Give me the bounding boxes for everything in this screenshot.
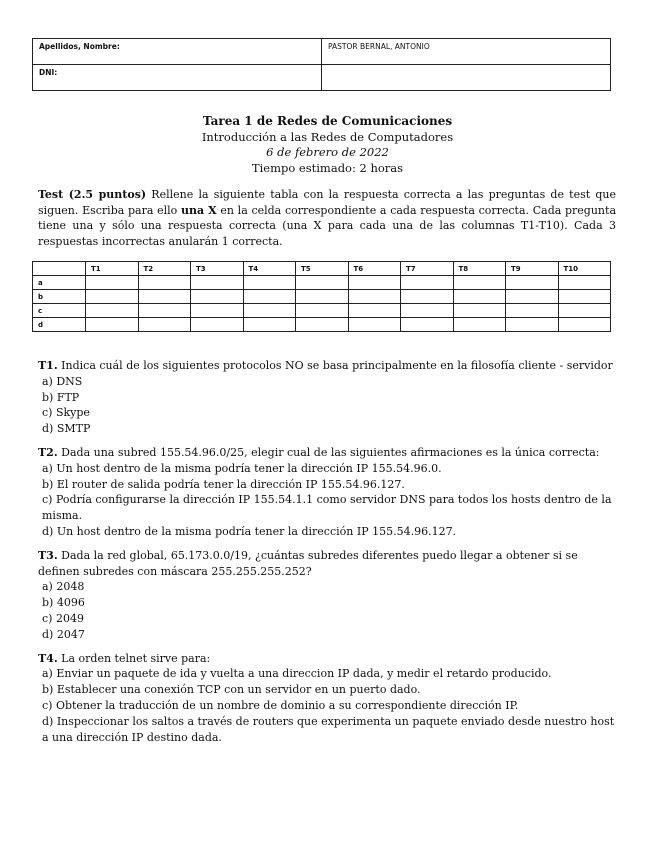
question-stem [38, 548, 616, 580]
answer-grid-header [33, 262, 611, 276]
answer-cell[interactable] [506, 318, 559, 332]
estimated-time: Tiempo estimado: 2 horas [251, 160, 404, 175]
column-header: T4 [243, 262, 296, 276]
question-label: T1. [38, 359, 58, 372]
answer-cell[interactable] [296, 318, 349, 332]
answer-cell[interactable] [296, 276, 349, 290]
answer-cell[interactable] [558, 290, 611, 304]
column-header: T3 [191, 262, 244, 276]
column-header: T7 [401, 262, 454, 276]
answer-grid-corner [33, 262, 86, 276]
instructions-bold-x: una X [180, 203, 217, 217]
test-instructions [38, 187, 616, 249]
question-label: T2. [38, 445, 58, 459]
answer-option: d) 2047 [42, 627, 85, 641]
question-t2 [38, 445, 616, 540]
answer-cell[interactable] [558, 318, 611, 332]
answer-option: b) 4096 [42, 596, 85, 610]
row-label: c [33, 304, 86, 318]
question-t4 [38, 651, 616, 746]
answer-option: d) Un host dentro de la misma podría tener la dirección IP 155.54.96.127. [42, 524, 457, 538]
answer-cell[interactable] [348, 304, 401, 318]
answer-cell[interactable] [191, 318, 244, 332]
answer-cell[interactable] [243, 290, 296, 304]
questions-list [38, 358, 616, 753]
column-header: T8 [453, 262, 506, 276]
question-t1 [38, 358, 616, 437]
answer-option: b) Establecer una conexión TCP con un servidor en un puerto dado. [42, 683, 421, 697]
answer-cell[interactable] [506, 304, 559, 318]
answer-cell[interactable] [191, 304, 244, 318]
answer-option: c) Skype [42, 406, 90, 420]
answer-cell[interactable] [138, 304, 191, 318]
column-header: T10 [558, 262, 611, 276]
title-block [0, 114, 655, 176]
answer-cell[interactable] [86, 290, 139, 304]
question-text: Dada la red global, 65.173.0.0/19, ¿cuántas subredes diferentes puedo llegar a obtener si se definen subredes con máscara 255.255.255.252? [38, 548, 578, 578]
document-subtitle: Introducción a las Redes de Computadores [201, 129, 454, 144]
dni-label: DNI: [33, 65, 322, 91]
answer-cell[interactable] [138, 318, 191, 332]
answer-grid-row [33, 318, 611, 332]
answer-cell[interactable] [401, 318, 454, 332]
document-date: 6 de febrero de 2022 [266, 145, 389, 159]
answer-option: a) Enviar un paquete de ida y vuelta a una direccion IP dada, y medir el retardo producido. [42, 667, 552, 681]
question-text: Indica cuál de los siguientes protocolos NO se basa principalmente en la filosofía cliente - servidor [57, 359, 613, 372]
answer-grid [32, 261, 611, 332]
answer-cell[interactable] [453, 290, 506, 304]
dni-row [33, 65, 611, 91]
answer-cell[interactable] [453, 276, 506, 290]
name-value: PASTOR BERNAL, ANTONIO [322, 39, 611, 65]
answer-cell[interactable] [506, 276, 559, 290]
question-stem [38, 445, 616, 461]
row-label: a [33, 276, 86, 290]
answer-cell[interactable] [453, 318, 506, 332]
test-points-label: Test (2.5 puntos) [38, 188, 147, 201]
column-header: T1 [86, 262, 139, 276]
answer-cell[interactable] [86, 276, 139, 290]
answer-cell[interactable] [296, 290, 349, 304]
answer-cell[interactable] [243, 304, 296, 318]
answer-grid-row [33, 276, 611, 290]
answer-option: b) El router de salida podría tener la dirección IP 155.54.96.127. [42, 477, 405, 491]
dni-value [322, 65, 611, 91]
answer-cell[interactable] [348, 318, 401, 332]
answer-option: d) SMTP [42, 422, 91, 436]
answer-cell[interactable] [558, 276, 611, 290]
answer-cell[interactable] [401, 290, 454, 304]
question-label: T4. [38, 651, 58, 665]
answer-grid-row [33, 290, 611, 304]
answer-cell[interactable] [558, 304, 611, 318]
answer-cell[interactable] [401, 304, 454, 318]
column-header: T6 [348, 262, 401, 276]
row-label: d [33, 318, 86, 332]
answer-option: a) DNS [42, 374, 83, 388]
answer-cell[interactable] [191, 290, 244, 304]
answer-cell[interactable] [243, 318, 296, 332]
name-row [33, 39, 611, 65]
answer-option: b) FTP [42, 390, 80, 404]
question-label: T3. [38, 548, 58, 562]
column-header: T5 [296, 262, 349, 276]
answer-cell[interactable] [348, 290, 401, 304]
answer-grid-row [33, 304, 611, 318]
answer-cell[interactable] [138, 290, 191, 304]
answer-cell[interactable] [191, 276, 244, 290]
column-header: T9 [506, 262, 559, 276]
question-text: La orden telnet sirve para: [57, 651, 211, 665]
answer-cell[interactable] [506, 290, 559, 304]
question-stem [38, 651, 616, 667]
answer-cell[interactable] [453, 304, 506, 318]
answer-option: c) Podría configurarse la dirección IP 155.54.1.1 como servidor DNS para todos los hosts dentro de la misma. [42, 493, 612, 523]
answer-cell[interactable] [138, 276, 191, 290]
row-label: b [33, 290, 86, 304]
instructions-text-2: en la celda correspondiente a cada respuesta correcta. Cada pregunta tiene una y sólo una respuesta correcta (una X para cada una de las columnas T1-T10). Cada 3 respuestas incorrectas anularán 1 correcta. [38, 203, 616, 248]
answer-cell[interactable] [243, 276, 296, 290]
answer-cell[interactable] [348, 276, 401, 290]
student-info-table [32, 38, 611, 91]
answer-option: d) Inspeccionar los saltos a través de routers que experimenta un paquete enviado desde nuestro host a una dirección IP destino dada. [42, 714, 615, 744]
column-header: T2 [138, 262, 191, 276]
answer-option: a) Un host dentro de la misma podría tener la dirección IP 155.54.96.0. [42, 461, 442, 475]
question-text: Dada una subred 155.54.96.0/25, elegir cual de las siguientes afirmaciones es la única correcta: [57, 445, 600, 459]
instructions-text-1: Rellene la siguiente tabla con la respuesta correcta a las preguntas de test que siguen. Escriba para ello [38, 188, 616, 217]
answer-cell[interactable] [86, 318, 139, 332]
document-title: Tarea 1 de Redes de Comunicaciones [202, 114, 453, 128]
question-t3 [38, 548, 616, 643]
answer-cell[interactable] [86, 304, 139, 318]
answer-option: a) 2048 [42, 580, 85, 594]
answer-option: c) 2049 [42, 611, 84, 625]
name-label: Apellidos, Nombre: [33, 39, 322, 65]
question-stem [38, 358, 616, 374]
answer-cell[interactable] [401, 276, 454, 290]
answer-option: c) Obtener la traducción de un nombre de dominio a su correspondiente dirección IP. [42, 698, 519, 712]
answer-cell[interactable] [296, 304, 349, 318]
